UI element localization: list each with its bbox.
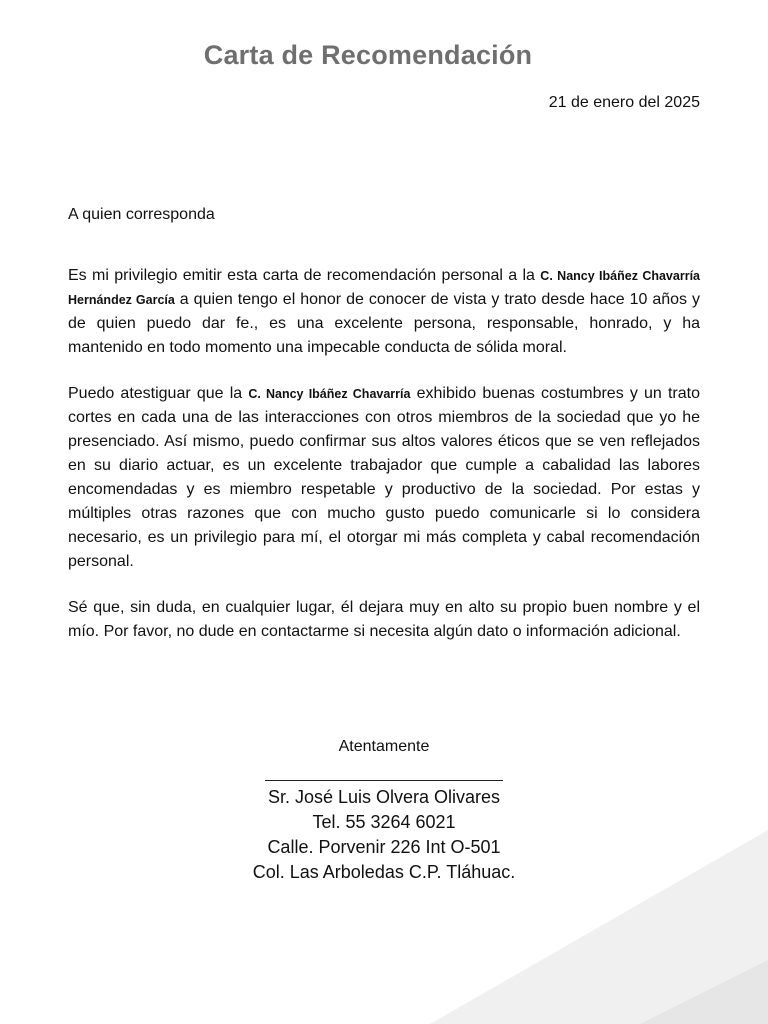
closing: Atentamente — [338, 738, 430, 755]
paragraph-3: Sé que, sin duda, en cualquier lugar, él dejara muy en alto su propio buen nombre y el mío. Por favor, no dude en contactarme si necesita algún dato o información adicional. — [68, 599, 700, 640]
paragraph-2-intro: Puedo atestiguar que la — [68, 385, 249, 402]
paragraph-2-body: exhibido buenas costumbres y un trato cortes en cada una de las interacciones con otros miembros de la sociedad que yo he presenciado. Así mismo, puedo confirmar sus altos valores éticos que se ven reflejados en su diario actuar, es un excelente trabajador que cumple a cabalidad las labores encomendadas y es miembro respetable y productivo de la sociedad. Por estas y múltiples otras razones que con mucho gusto puedo comunicarle si lo considera necesario, es un privilegio para mí, el otorgar mi más completa y cabal recomendación personal. — [68, 385, 700, 570]
salutation: A quien corresponda — [68, 206, 215, 223]
paragraph-1 — [68, 264, 700, 360]
letter-title: Carta de Recomendación — [203, 40, 533, 70]
letter-date: 21 de enero del 2025 — [548, 94, 700, 111]
signatory-block — [0, 785, 768, 885]
signatory-address: Calle. Porvenir 226 Int O-501 — [267, 837, 501, 857]
paragraph-1-intro: Es mi privilegio emitir esta carta de recomendación personal a la — [68, 267, 541, 284]
paragraph-2 — [68, 382, 700, 574]
signatory-name: Sr. José Luis Olvera Olivares — [267, 787, 501, 807]
signature-section — [0, 736, 768, 885]
recommended-person-name: C. Nancy Ibáñez Chavarría — [248, 387, 411, 401]
recommended-person-full-name: C. Nancy Ibáñez Chavarría Hernández García — [68, 269, 700, 307]
signatory-phone: Tel. 55 3264 6021 — [312, 812, 456, 832]
signature-line — [265, 766, 503, 781]
paragraph-1-body: a quien tengo el honor de conocer de vista y trato desde hace 10 años y de quien puedo dar fe., es una excelente persona, responsable, honrado, y ha mantenido en todo momento una impecable conducta de sólida moral. — [68, 291, 701, 356]
signatory-neighborhood: Col. Las Arboledas C.P. Tláhuac. — [252, 862, 516, 882]
